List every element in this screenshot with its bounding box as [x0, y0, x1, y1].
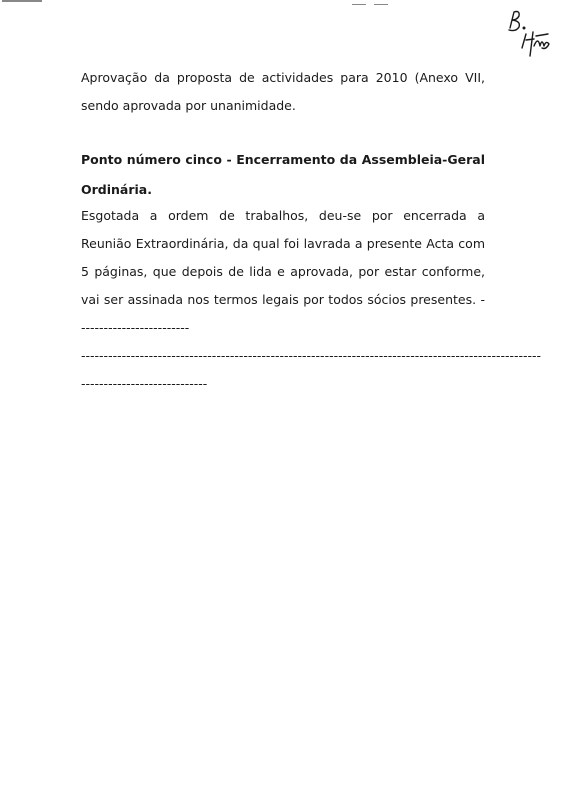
paragraph-closing: [81, 202, 542, 398]
dash-filler-line: ----------------------------: [81, 376, 208, 391]
paragraph-closing-dashes: -------------------------: [81, 292, 485, 335]
section-heading-line-2: Ordinária.: [81, 182, 152, 197]
paragraph-approval-text: Aprovação da proposta de actividades para 2010 (Anexo VII, sendo aprovada por unanimidade.: [81, 70, 485, 113]
section-heading: [81, 145, 485, 205]
scan-edge-mark: [2, 0, 42, 2]
paragraph-approval: [81, 64, 485, 120]
scan-edge-mark: [352, 4, 366, 5]
scan-edge-mark: [374, 4, 388, 5]
dash-filler-line: ------------------------------------------------------------------------------------------------------: [81, 348, 542, 363]
paragraph-closing-body: Esgotada a ordem de trabalhos, deu-se por encerrada a Reunião Extraordinária, da qual foi lavrada a presente Acta com 5 páginas, que depois de lida e aprovada, por estar conforme, vai ser assinada nos termos legais por todos sócios presentes.: [81, 208, 485, 307]
handwritten-initials: [500, 6, 560, 62]
section-heading-line-1: Ponto número cinco - Encerramento da Assembleia-Geral: [81, 152, 485, 167]
paragraph-closing-text: [81, 202, 485, 342]
